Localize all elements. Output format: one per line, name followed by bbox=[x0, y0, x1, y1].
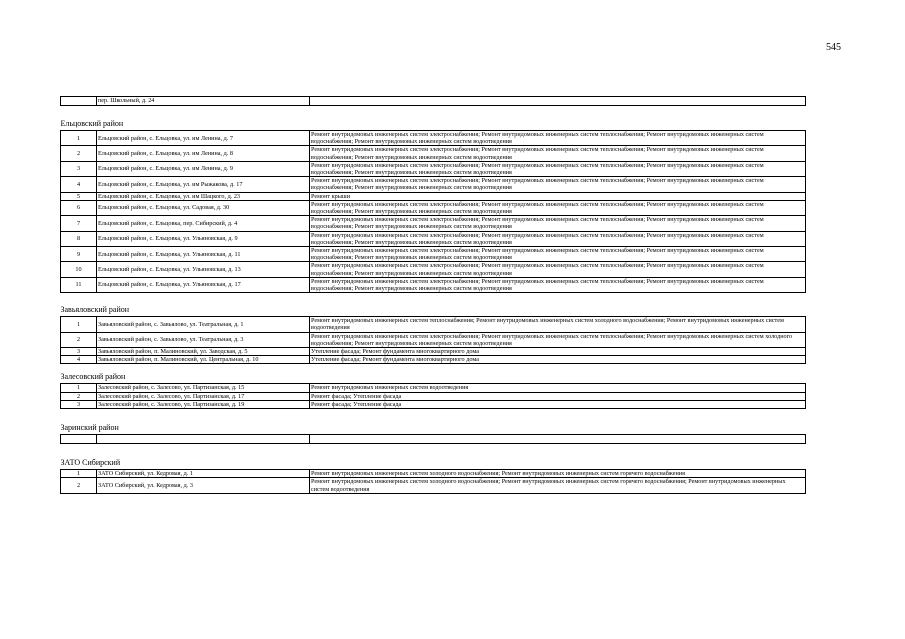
row-address bbox=[97, 435, 310, 444]
row-number: 4 bbox=[61, 177, 97, 192]
table-row bbox=[61, 277, 806, 292]
row-number: 9 bbox=[61, 247, 97, 262]
row-works: Утепление фасада; Ремонт фундамента многоквартирного дома bbox=[310, 356, 806, 364]
row-address: Ельцовский район, с. Ельцовка, ул. Садовая, д. 30 bbox=[97, 200, 310, 215]
table-row bbox=[61, 216, 806, 231]
row-number: 3 bbox=[61, 348, 97, 356]
row-works: Ремонт внутридомовых инженерных систем электроснабжения; Ремонт внутридомовых инженерных систем теплоснабжения; Ремонт внутридомовых инженерных систем водоснабжения; Ремонт внутридомовых инженерных систем водоотведения bbox=[310, 200, 806, 215]
row-number: 3 bbox=[61, 161, 97, 176]
table-row bbox=[61, 478, 806, 493]
row-number: 2 bbox=[61, 392, 97, 400]
table-row bbox=[61, 356, 806, 364]
row-address: Завьяловский район, п. Малиновский, ул. Центральная, д. 10 bbox=[97, 356, 310, 364]
table-row bbox=[61, 247, 806, 262]
section-header-row bbox=[61, 364, 806, 384]
row-address: Завьяловский район, с. Завьялово, ул. Театральная, д. 1 bbox=[97, 317, 310, 332]
row-number: 5 bbox=[61, 192, 97, 200]
row-number: 2 bbox=[61, 146, 97, 161]
table-row bbox=[61, 97, 806, 106]
table-row bbox=[61, 392, 806, 400]
table-row bbox=[61, 200, 806, 215]
row-works: Ремонт фасада; Утепление фасада bbox=[310, 400, 806, 408]
row-works: Ремонт внутридомовых инженерных систем электроснабжения; Ремонт внутридомовых инженерных систем теплоснабжения; Ремонт внутридомовых инженерных систем водоснабжения; Ремонт внутридомовых инженерных систем водоотведения bbox=[310, 277, 806, 292]
row-works: Ремонт внутридомовых инженерных систем электроснабжения; Ремонт внутридомовых инженерных систем теплоснабжения; Ремонт внутридомовых инженерных систем водоснабжения; Ремонт внутридомовых инженерных систем водоотведения bbox=[310, 131, 806, 146]
row-address: Ельцовский район, с. Ельцовка, ул. им Ленина, д. 7 bbox=[97, 131, 310, 146]
row-address: Ельцовский район, с. Ельцовка, ул. им Ленина, д. 8 bbox=[97, 146, 310, 161]
row-works: Ремонт крыши bbox=[310, 192, 806, 200]
row-number: 1 bbox=[61, 470, 97, 478]
row-number: 7 bbox=[61, 216, 97, 231]
table-row bbox=[61, 470, 806, 478]
row-number: 2 bbox=[61, 478, 97, 493]
row-number: 4 bbox=[61, 356, 97, 364]
section-header-row bbox=[61, 409, 806, 435]
section-title: Заринский район bbox=[61, 409, 806, 435]
row-works: Ремонт внутридомовых инженерных систем электроснабжения; Ремонт внутридомовых инженерных систем теплоснабжения; Ремонт внутридомовых инженерных систем водоснабжения; Ремонт внутридомовых инженерных систем водоотведения bbox=[310, 231, 806, 246]
table-row bbox=[61, 231, 806, 246]
row-address: ЗАТО Сибирский, ул. Кедровая, д. 3 bbox=[97, 478, 310, 493]
row-works: Ремонт внутридомовых инженерных систем электроснабжения; Ремонт внутридомовых инженерных систем теплоснабжения; Ремонт внутридомовых инженерных систем водоснабжения; Ремонт внутридомовых инженерных систем водоотведения bbox=[310, 146, 806, 161]
row-number bbox=[61, 97, 97, 106]
row-works: Ремонт внутридомовых инженерных систем электроснабжения; Ремонт внутридомовых инженерных систем теплоснабжения; Ремонт внутридомовых инженерных систем водоснабжения; Ремонт внутридомовых инженерных систем водоотведения bbox=[310, 216, 806, 231]
row-number: 10 bbox=[61, 262, 97, 277]
row-works: Ремонт внутридомовых инженерных систем холодного водоснабжения; Ремонт внутридомовых инженерных систем горячего водоснабжения bbox=[310, 470, 806, 478]
section-header-row bbox=[61, 106, 806, 131]
row-works: Ремонт внутридомовых инженерных систем электроснабжения; Ремонт внутридомовых инженерных систем теплоснабжения; Ремонт внутридомовых инженерных систем водоснабжения; Ремонт внутридомовых инженерных систем водоотведения bbox=[310, 177, 806, 192]
table-row bbox=[61, 317, 806, 332]
row-address: Ельцовский район, с. Ельцовка, ул. Ульяновская, д. 13 bbox=[97, 262, 310, 277]
row-number: 1 bbox=[61, 131, 97, 146]
row-works bbox=[310, 97, 806, 106]
row-address: ЗАТО Сибирский, ул. Кедровая, д. 1 bbox=[97, 470, 310, 478]
row-works: Ремонт фасада; Утепление фасада bbox=[310, 392, 806, 400]
table-row bbox=[61, 146, 806, 161]
section-title: ЗАТО Сибирский bbox=[61, 444, 806, 470]
table-row bbox=[61, 332, 806, 347]
table-row bbox=[61, 131, 806, 146]
section-title: Залесовский район bbox=[61, 364, 806, 384]
section-title: Ельцовский район bbox=[61, 106, 806, 131]
row-number: 1 bbox=[61, 317, 97, 332]
row-works: Ремонт внутридомовых инженерных систем теплоснабжения; Ремонт внутридомовых инженерных систем холодного водоснабжения; Ремонт внутридомовых инженерных систем водоотведения bbox=[310, 317, 806, 332]
repair-works-table bbox=[60, 96, 806, 494]
page-number: 545 bbox=[826, 42, 841, 53]
row-address: Ельцовский район, с. Ельцовка, ул. им Ленина, д. 9 bbox=[97, 161, 310, 176]
table-row bbox=[61, 161, 806, 176]
row-works: Утепление фасада; Ремонт фундамента многоквартирного дома bbox=[310, 348, 806, 356]
row-address: Залесовский район, с. Залесово, ул. Партизанская, д. 15 bbox=[97, 384, 310, 392]
row-works: Ремонт внутридомовых инженерных систем электроснабжения; Ремонт внутридомовых инженерных систем теплоснабжения; Ремонт внутридомовых инженерных систем водоснабжения; Ремонт внутридомовых инженерных систем водоотведения bbox=[310, 247, 806, 262]
row-number bbox=[61, 435, 97, 444]
row-address: Залесовский район, с. Залесово, ул. Партизанская, д. 19 bbox=[97, 400, 310, 408]
table-row bbox=[61, 348, 806, 356]
section-header-row bbox=[61, 444, 806, 470]
row-number: 1 bbox=[61, 384, 97, 392]
table-row bbox=[61, 435, 806, 444]
row-works: Ремонт внутридомовых инженерных систем электроснабжения; Ремонт внутридомовых инженерных систем теплоснабжения; Ремонт внутридомовых инженерных систем водоснабжения; Ремонт внутридомовых инженерных систем водоотведения bbox=[310, 262, 806, 277]
row-address: Ельцовский район, с. Ельцовка, ул. Ульяновская, д. 9 bbox=[97, 231, 310, 246]
row-address: Ельцовский район, с. Ельцовка, ул. им Рыжакова, д. 17 bbox=[97, 177, 310, 192]
row-address: Завьяловский район, с. Завьялово, ул. Театральная, д. 3 bbox=[97, 332, 310, 347]
table-row bbox=[61, 262, 806, 277]
section-header-row bbox=[61, 293, 806, 317]
row-number: 6 bbox=[61, 200, 97, 215]
row-address: Залесовский район, с. Залесово, ул. Партизанская, д. 17 bbox=[97, 392, 310, 400]
row-number: 11 bbox=[61, 277, 97, 292]
row-address: пер. Школьный, д. 24 bbox=[97, 97, 310, 106]
row-works: Ремонт внутридомовых инженерных систем электроснабжения; Ремонт внутридомовых инженерных систем теплоснабжения; Ремонт внутридомовых инженерных систем холодного водоснабжения; Ремонт внутридомовых инженерных систем водоотведения bbox=[310, 332, 806, 347]
row-address: Ельцовский район, с. Ельцовка, пер. Сибирский, д. 4 bbox=[97, 216, 310, 231]
table-row bbox=[61, 192, 806, 200]
table-row bbox=[61, 400, 806, 408]
row-address: Ельцовский район, с. Ельцовка, ул. им Шацкого, д. 23 bbox=[97, 192, 310, 200]
table-row bbox=[61, 384, 806, 392]
row-address: Ельцовский район, с. Ельцовка, ул. Ульяновская, д. 17 bbox=[97, 277, 310, 292]
row-works: Ремонт внутридомовых инженерных систем электроснабжения; Ремонт внутридомовых инженерных систем теплоснабжения; Ремонт внутридомовых инженерных систем водоснабжения; Ремонт внутридомовых инженерных систем водоотведения bbox=[310, 161, 806, 176]
table-row bbox=[61, 177, 806, 192]
row-works bbox=[310, 435, 806, 444]
row-number: 3 bbox=[61, 400, 97, 408]
row-address: Ельцовский район, с. Ельцовка, ул. Ульяновская, д. 11 bbox=[97, 247, 310, 262]
row-works: Ремонт внутридомовых инженерных систем холодного водоснабжения; Ремонт внутридомовых инженерных систем горячего водоснабжения; Ремонт внутридомовых инженерных систем водоотведения bbox=[310, 478, 806, 493]
row-address: Завьяловский район, п. Малиновский, ул. Заводская, д. 5 bbox=[97, 348, 310, 356]
row-number: 8 bbox=[61, 231, 97, 246]
row-number: 2 bbox=[61, 332, 97, 347]
row-works: Ремонт внутридомовых инженерных систем водоотведения bbox=[310, 384, 806, 392]
section-title: Завьяловский район bbox=[61, 293, 806, 317]
